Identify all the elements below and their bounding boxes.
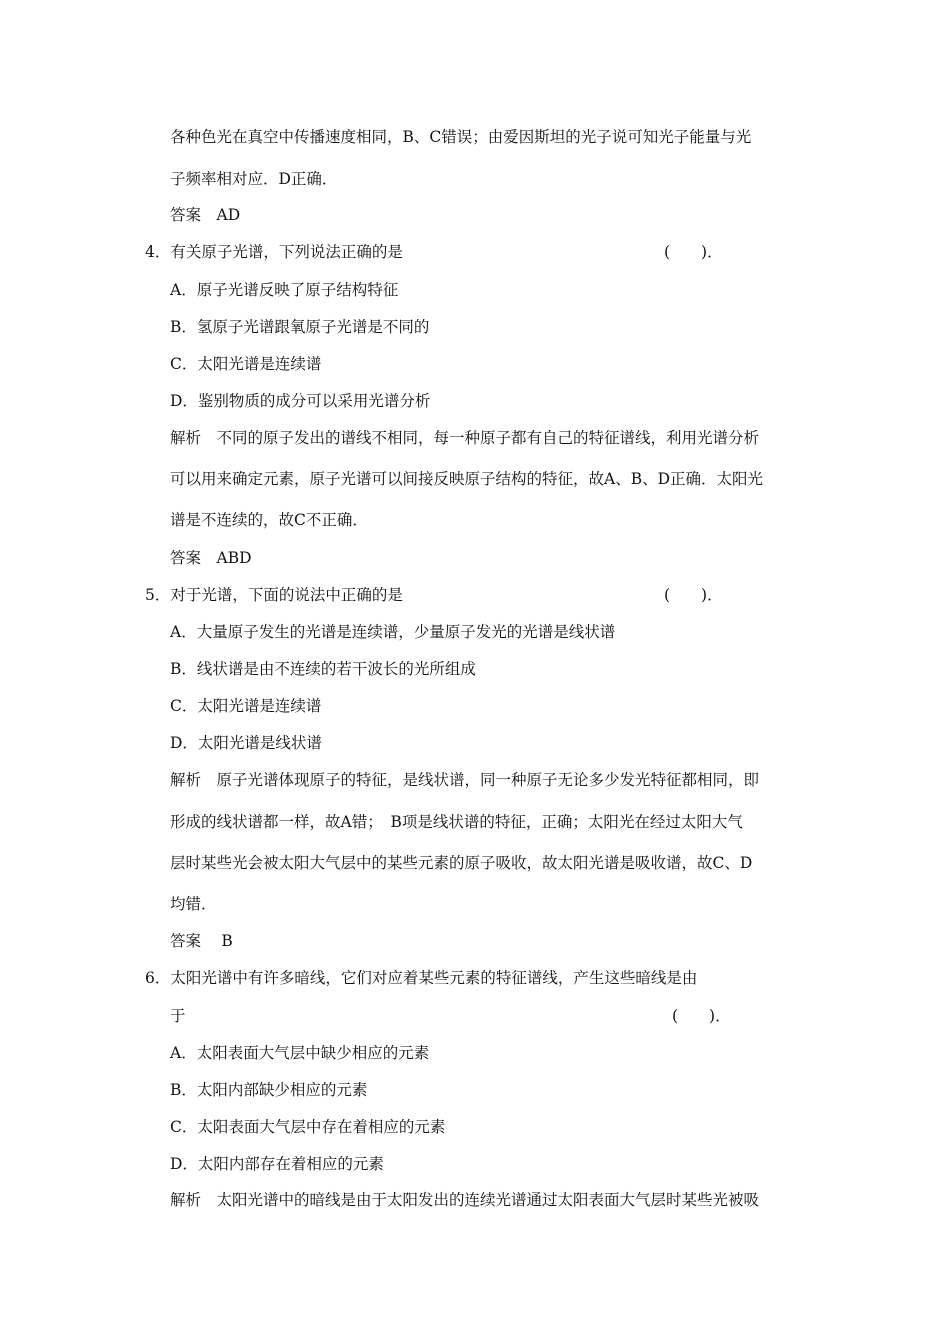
question-6-stem-continued: 于: [170, 1007, 186, 1025]
question-5-explanation-line: 解析 原子光谱体现原子的特征，是线状谱，同一种原子无论多少发光特征都相同，即: [170, 771, 760, 789]
question-5-answer-blank: ( )．: [664, 586, 723, 604]
question-5-explanation-line: 均错．: [170, 895, 217, 913]
question-5-explanation-line: 层时某些光会被太阳大气层中的某些元素的原子吸收，故太阳光谱是吸收谱，故C、D: [170, 854, 753, 872]
question-4-option-a: A．原子光谱反映了原子结构特征: [170, 281, 399, 299]
question-4-answer-blank: ( )．: [664, 243, 723, 261]
question-5-stem: 5．对于光谱，下面的说法中正确的是: [145, 586, 403, 604]
question-4-option-c: C．太阳光谱是连续谱: [170, 355, 322, 373]
question-6-option-d: D．太阳内部存在着相应的元素: [170, 1155, 384, 1173]
question-6-answer-blank: ( )．: [672, 1007, 731, 1025]
question-6-option-c: C．太阳表面大气层中存在着相应的元素: [170, 1118, 446, 1136]
question-5-option-b: B．线状谱是由不连续的若干波长的光所组成: [170, 660, 476, 678]
question-4-explanation-line: 谱是不连续的，故C不正确．: [170, 511, 368, 529]
question-4-option-d: D．鉴别物质的成分可以采用光谱分析: [170, 392, 431, 410]
question-4-stem: 4．有关原子光谱，下列说法正确的是: [145, 243, 403, 261]
question-5-answer: 答案 B: [170, 932, 233, 950]
question-4-option-b: B．氢原子光谱跟氧原子光谱是不同的: [170, 318, 430, 336]
question-6-explanation-line: 解析 太阳光谱中的暗线是由于太阳发出的连续光谱通过太阳表面大气层时某些光被吸: [170, 1191, 760, 1209]
question-6-option-b: B．太阳内部缺少相应的元素: [170, 1081, 368, 1099]
question-5-explanation-line: 形成的线状谱都一样，故A错； B项是线状谱的特征，正确；太阳光在经过太阳大气: [170, 813, 743, 831]
question-5-option-c: C．太阳光谱是连续谱: [170, 697, 322, 715]
question-5-option-d: D．太阳光谱是线状谱: [170, 734, 322, 752]
answer-line: 答案 AD: [170, 206, 241, 224]
question-4-answer: 答案 ABD: [170, 549, 252, 567]
question-5-option-a: A．大量原子发生的光谱是连续谱，少量原子发光的光谱是线状谱: [170, 623, 616, 641]
question-4-explanation-line: 可以用来确定元素，原子光谱可以间接反映原子结构的特征，故A、B、D正确．太阳光: [170, 470, 764, 488]
explanation-line: 各种色光在真空中传播速度相同，B、C错误；由爱因斯坦的光子说可知光子能量与光: [170, 128, 752, 146]
question-4-explanation-line: 解析 不同的原子发出的谱线不相同，每一种原子都有自己的特征谱线，利用光谱分析: [170, 429, 760, 447]
explanation-line: 子频率相对应．D正确．: [170, 170, 338, 188]
question-6-stem: 6．太阳光谱中有许多暗线，它们对应着某些元素的特征谱线，产生这些暗线是由: [145, 969, 698, 987]
question-6-option-a: A．太阳表面大气层中缺少相应的元素: [170, 1044, 430, 1062]
